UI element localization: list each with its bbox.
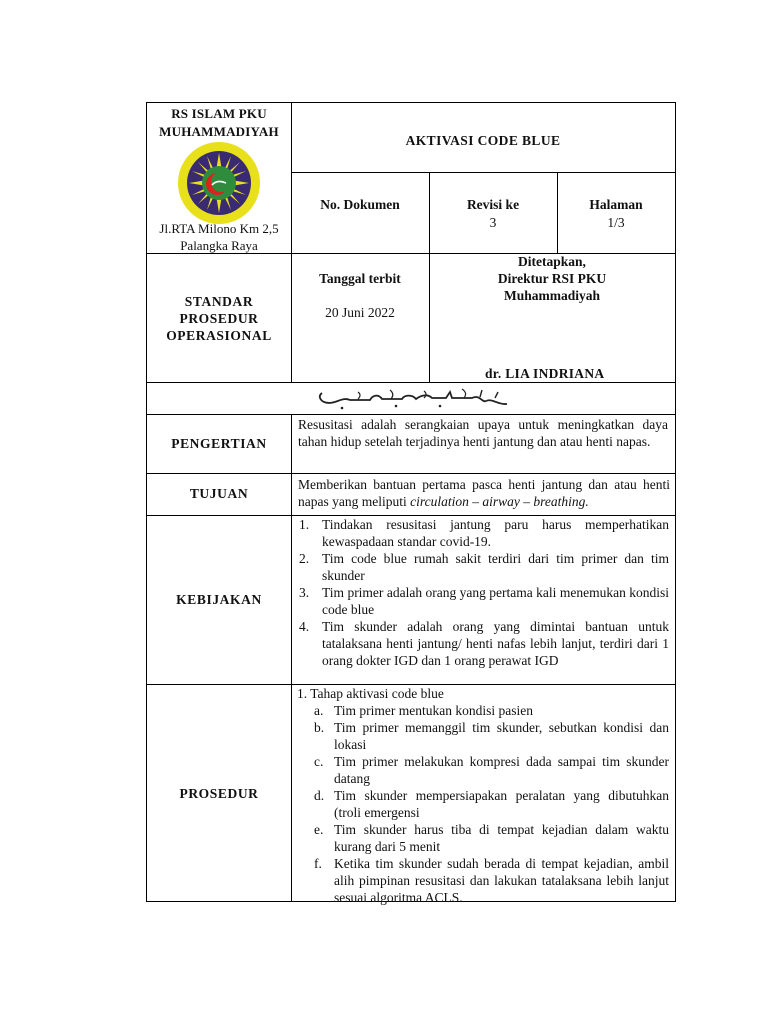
grid-line (291, 414, 292, 902)
tanggal-terbit-label: Tanggal terbit (319, 271, 401, 286)
hospital-logo-icon (177, 141, 261, 225)
tujuan-text-main: Memberikan bantuan pertama pasca henti jantung dan atau henti napas yang meliputi (298, 477, 670, 509)
address-line-1: Jl.RTA Milono Km 2,5 (159, 221, 279, 236)
hospital-name: RS ISLAM PKU MUHAMMADIYAH (159, 106, 279, 139)
grid-line (147, 382, 675, 383)
prosedur-heading: 1. Tahap aktivasi code blue (297, 686, 444, 701)
document-title: AKTIVASI CODE BLUE (405, 133, 561, 148)
grid-line (147, 414, 675, 415)
revisi-label: Revisi ke (466, 197, 520, 212)
director-name: dr. LIA INDRIANA (485, 366, 605, 381)
tujuan-text (298, 476, 670, 510)
kebijakan-label: KEBIJAKAN (176, 592, 262, 607)
basmala-icon (312, 384, 512, 412)
pengertian-label: PENGERTIAN (171, 436, 267, 451)
sop-document: RS ISLAM PKU MUHAMMADIYAH Jl.RTA Milono Km 2,5 Palangka Raya AKTIVASI CODE BLUE No. Dokumen Revisi ke 3 Halaman 1/3 STANDAR PROSEDUR OPERASIONAL Tanggal terbit 20 Juni 2022 Ditetapkan, Direktur RSI PKU Muhammadiyah dr. LIA INDRIANA PENGERTIAN Resusitasi adalah serangkaian upaya untuk meningkatkan daya tahan hidup setelah terjadinya henti jantung dan atau henti napas. TUJUAN Memberikan bantuan pertama pasca henti jantung dan atau henti napas yang meliputi circulation – airway – breathing. KEBIJAKAN 1. Tindakan resusitasi jantung paru harus memperhatikan kewaspadaan standar covid-19. 2. Tim code blue rumah sakit terdiri dari tim primer dan tim skunder 3. Tim primer adalah orang yang pertama kali menemukan kondisi code blue 4. Tim skunder adalah orang yang dimintai bantuan untuk tatalaksana henti jantung/ henti nafas lebih lanjut, terdiri dari 1 orang dokter IGD dan 1 orang perawat IGD PROSEDUR 1. Tahap aktivasi code blue a. Tim primer mentukan kondisi pasien b. Tim primer memanggil tim skunder, sebutkan kondisi dan lokasi c. Tim primer melakukan kompresi dada sampai tim skunder datang d. Tim skunder mempersiapakan peralatan yang dibutuhkan (troli emergensi e. Tim skunder harus tiba di tempat kejadian dalam waktu kurang dari 5 menit f. Ketika tim skunder sudah berada di tempat kejadian, ambil alih pimpinan resusitasi dan lakukan tatalaksana lebih lanjut sesuai algoritma ACLS. (146, 102, 676, 902)
prosedur-label: PROSEDUR (179, 786, 259, 801)
revisi-value: 3 (489, 215, 497, 230)
grid-line (147, 473, 675, 474)
halaman-label: Halaman (589, 197, 643, 212)
address-line-2: Palangka Raya (180, 238, 258, 253)
tanggal-terbit-value: 20 Juni 2022 (325, 305, 395, 320)
no-dokumen-label: No. Dokumen (320, 197, 400, 212)
pengertian-text: Resusitasi adalah serangkaian upaya untuk meningkatkan daya tahan hidup setelah terjadinya henti jantung dan atau henti napas. (298, 417, 668, 449)
tujuan-label: TUJUAN (189, 486, 249, 501)
tujuan-text-italic: circulation – airway – breathing. (410, 494, 589, 509)
spo-title: STANDAR PROSEDUR OPERASIONAL (166, 294, 272, 343)
grid-line (291, 172, 675, 173)
halaman-value: 1/3 (607, 215, 625, 230)
ditetapkan-block: Ditetapkan, Direktur RSI PKU Muhammadiyah (497, 254, 607, 303)
